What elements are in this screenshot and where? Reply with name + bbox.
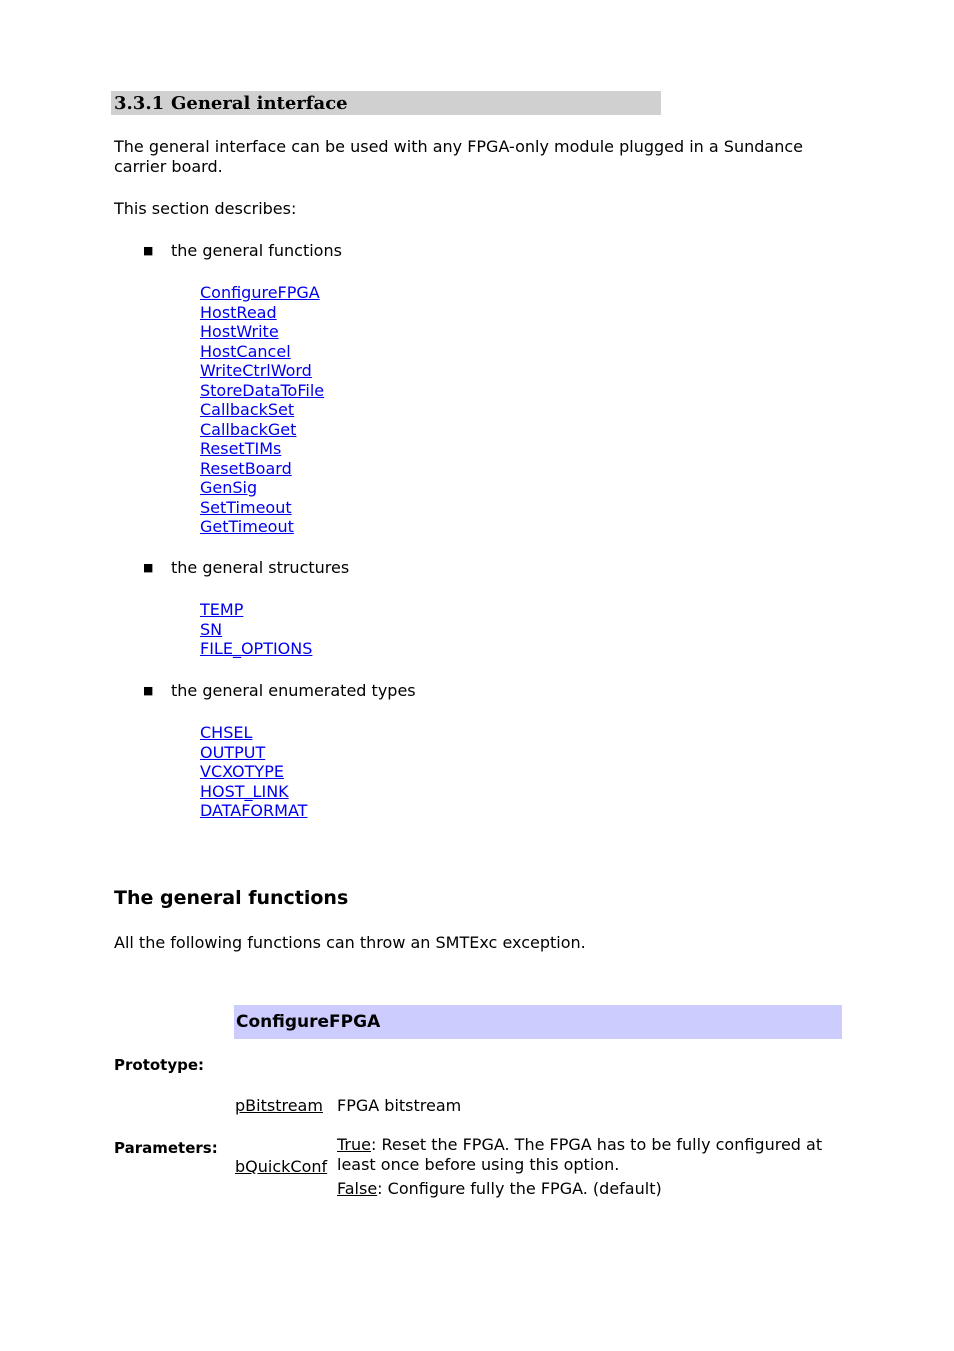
link-hostcancel[interactable]: HostCancel [200,341,291,361]
describes-paragraph: This section describes: [114,199,297,218]
section-heading [111,91,661,115]
link-configurefpga[interactable]: ConfigureFPGA [200,283,320,302]
link-resettims[interactable]: ResetTIMs [200,439,282,458]
link-gensig[interactable]: GenSig [200,478,258,497]
link-vcxotype[interactable]: VCXOTYPE [200,762,284,781]
link-settimeout[interactable]: SetTimeout [200,497,292,517]
link-host-link[interactable]: HOST_LINK [200,781,289,801]
param-name-bquickconf: bQuickConf [235,1157,328,1176]
link-callbackget[interactable]: CallbackGet [200,419,297,439]
section-number: 3.3.1 [114,93,165,114]
bullet-text: the general enumerated types [171,681,416,700]
link-callbackset[interactable]: CallbackSet [200,400,295,419]
param-desc-bquickconf-true [337,1135,842,1175]
link-resetboard[interactable]: ResetBoard [200,458,292,478]
link-temp[interactable]: TEMP [200,600,244,619]
link-file-options[interactable]: FILE_OPTIONS [200,639,313,658]
enum-link-list [200,723,307,821]
bullet-enums [143,681,416,701]
link-hostwrite[interactable]: HostWrite [200,322,279,341]
structure-link-list [200,600,312,659]
bullet-text: the general functions [171,241,342,260]
link-dataformat[interactable]: DATAFORMAT [200,801,308,820]
link-hostread[interactable]: HostRead [200,302,277,322]
section-title: General interface [171,93,348,114]
bullet-square-icon: ■ [143,561,154,574]
false-keyword: False [337,1179,378,1198]
general-functions-heading: The general functions [114,887,349,909]
param-desc-bquickconf-false [337,1179,662,1199]
exception-note: All the following functions can throw an SMTExc exception. [114,933,586,952]
link-writectrlword[interactable]: WriteCtrlWord [200,361,312,380]
param-name-pbitstream: pBitstream [235,1096,323,1115]
bullet-square-icon: ■ [143,684,154,697]
link-output[interactable]: OUTPUT [200,742,266,762]
prototype-label: Prototype: [114,1056,205,1074]
link-storedatatofile[interactable]: StoreDataToFile [200,380,325,400]
link-chsel[interactable]: CHSEL [200,723,253,742]
true-description-continued: least once before using this option. [337,1155,620,1174]
intro-paragraph: The general interface can be used with any FPGA-only module plugged in a Sundance carrier board. [114,137,803,176]
bullet-square-icon: ■ [143,244,154,257]
param-desc-pbitstream: FPGA bitstream [337,1096,462,1115]
true-keyword: True [337,1135,371,1154]
bullet-text: the general structures [171,558,350,577]
parameters-label: Parameters: [114,1139,218,1157]
link-sn[interactable]: SN [200,619,223,639]
function-title-bar: ConfigureFPGA [234,1005,842,1039]
bullet-functions [143,241,342,261]
link-gettimeout[interactable]: GetTimeout [200,517,294,536]
bullet-structures [143,558,349,578]
function-link-list [200,283,324,537]
true-description: : Reset the FPGA. The FPGA has to be fully configured at [370,1135,823,1154]
false-description: : Configure fully the FPGA. (default) [377,1179,662,1198]
